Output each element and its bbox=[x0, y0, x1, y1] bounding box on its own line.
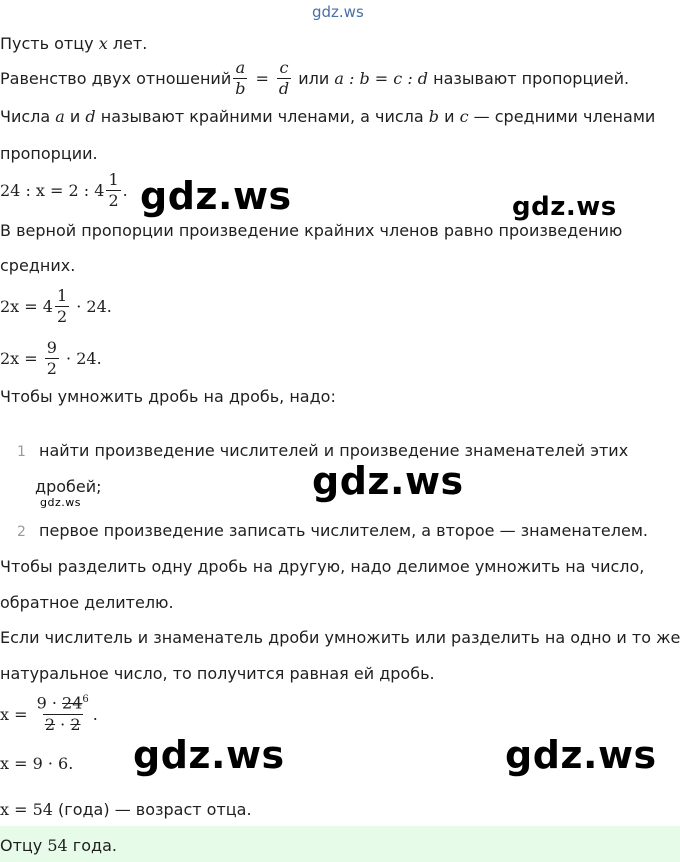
text: . bbox=[122, 180, 128, 200]
line-4: пропорции. bbox=[0, 144, 98, 163]
line-8 bbox=[0, 281, 112, 331]
proportion-expr: a : b = c : d bbox=[334, 68, 429, 88]
list-item-1-cont: дробей; bbox=[35, 477, 102, 496]
equation-left: 2x = bbox=[0, 348, 43, 368]
equation-left: x = bbox=[0, 704, 33, 724]
fraction-nine-halves bbox=[45, 337, 59, 378]
list-text: найти произведение числителей и произведение знаменателей этих bbox=[39, 441, 629, 460]
reduced-6: 6 bbox=[82, 694, 89, 706]
text: называют крайними членами, а числа bbox=[95, 107, 429, 126]
list-number: 1 bbox=[17, 444, 26, 460]
watermark: gdz.ws bbox=[505, 733, 657, 777]
line-3 bbox=[0, 107, 655, 126]
text: · 24. bbox=[71, 296, 112, 316]
text: и bbox=[439, 107, 460, 126]
fraction-one-half bbox=[55, 285, 69, 326]
text: · 24. bbox=[60, 348, 102, 368]
line-10: Чтобы умножить дробь на дробь, надо: bbox=[0, 387, 336, 406]
denominator: 2 bbox=[108, 190, 119, 210]
list-item-2 bbox=[17, 521, 648, 540]
watermark: gdz.ws bbox=[140, 174, 292, 218]
text: Равенство двух отношений bbox=[0, 68, 232, 88]
proportion-expr: 24 : x = 2 : 4 bbox=[0, 180, 105, 200]
expr: x = 54 bbox=[0, 800, 53, 819]
fraction-cancel bbox=[35, 695, 91, 732]
denominator: 2 bbox=[56, 306, 68, 326]
var-a: a bbox=[55, 107, 65, 126]
watermark: gdz.ws bbox=[512, 192, 617, 222]
line-9 bbox=[0, 333, 102, 383]
line-6: В верной пропорции произведение крайних членов равно произведению bbox=[0, 221, 623, 240]
line-1 bbox=[0, 34, 147, 53]
list-number: 2 bbox=[17, 524, 26, 540]
line-12: обратное делителю. bbox=[0, 593, 174, 612]
denominator bbox=[43, 714, 83, 733]
list-item-1 bbox=[17, 441, 628, 460]
denominator: 2 bbox=[46, 358, 57, 378]
var-x: x bbox=[98, 34, 108, 53]
text: 9 · bbox=[36, 693, 63, 713]
line-7: средних. bbox=[0, 256, 76, 275]
answer-number: 54 bbox=[47, 836, 68, 855]
text: лет. bbox=[107, 34, 148, 53]
text: (года) — возраст отца. bbox=[52, 800, 252, 819]
numerator: a bbox=[235, 57, 246, 77]
fraction-c-d bbox=[277, 57, 291, 98]
text: и bbox=[64, 107, 86, 126]
text: · bbox=[55, 714, 71, 734]
list-text: первое произведение записать числителем, а второе — знаменателем. bbox=[39, 521, 648, 540]
text: называют пропорцией. bbox=[428, 68, 630, 88]
line-11: Чтобы разделить одну дробь на другую, надо делимое умножить на число, bbox=[0, 557, 645, 576]
line-14: натуральное число, то получится равная ей дробь. bbox=[0, 664, 435, 683]
text: Отцу bbox=[0, 836, 48, 855]
line-2 bbox=[0, 54, 629, 102]
var-b: b bbox=[428, 107, 440, 126]
line-15 bbox=[0, 688, 98, 740]
line-5 bbox=[0, 166, 128, 214]
text: или bbox=[293, 68, 335, 88]
numerator: c bbox=[279, 57, 289, 77]
watermark: gdz.ws bbox=[312, 459, 464, 503]
watermark: gdz.ws bbox=[40, 496, 81, 509]
text: года. bbox=[67, 836, 117, 855]
numerator bbox=[35, 695, 91, 713]
watermark: gdz.ws bbox=[133, 733, 285, 777]
var-d: d bbox=[85, 107, 96, 126]
text: Числа bbox=[0, 107, 56, 126]
fraction-a-b bbox=[233, 57, 247, 98]
denominator: b bbox=[235, 78, 246, 98]
fraction-one-half bbox=[106, 169, 120, 210]
text: . bbox=[92, 704, 98, 724]
numerator: 1 bbox=[108, 169, 119, 189]
cancelled-2: 2 bbox=[70, 714, 81, 734]
var-c: c bbox=[459, 107, 469, 126]
text: Пусть отцу bbox=[0, 34, 99, 53]
equals: = bbox=[255, 68, 269, 88]
line-13: Если числитель и знаменатель дроби умножить или разделить на одно и то же bbox=[0, 628, 680, 647]
line-16: x = 9 · 6. bbox=[0, 754, 74, 773]
text: — средними членами bbox=[468, 107, 656, 126]
cancelled-2: 2 bbox=[44, 714, 56, 734]
answer-line bbox=[0, 836, 117, 855]
numerator: 1 bbox=[56, 285, 68, 305]
equation-left: 2x = 4 bbox=[0, 296, 53, 316]
line-17 bbox=[0, 800, 252, 819]
denominator: d bbox=[278, 78, 290, 98]
numerator: 9 bbox=[46, 337, 57, 357]
cancelled-24: 24 bbox=[62, 693, 83, 713]
site-header: gdz.ws bbox=[312, 3, 364, 21]
